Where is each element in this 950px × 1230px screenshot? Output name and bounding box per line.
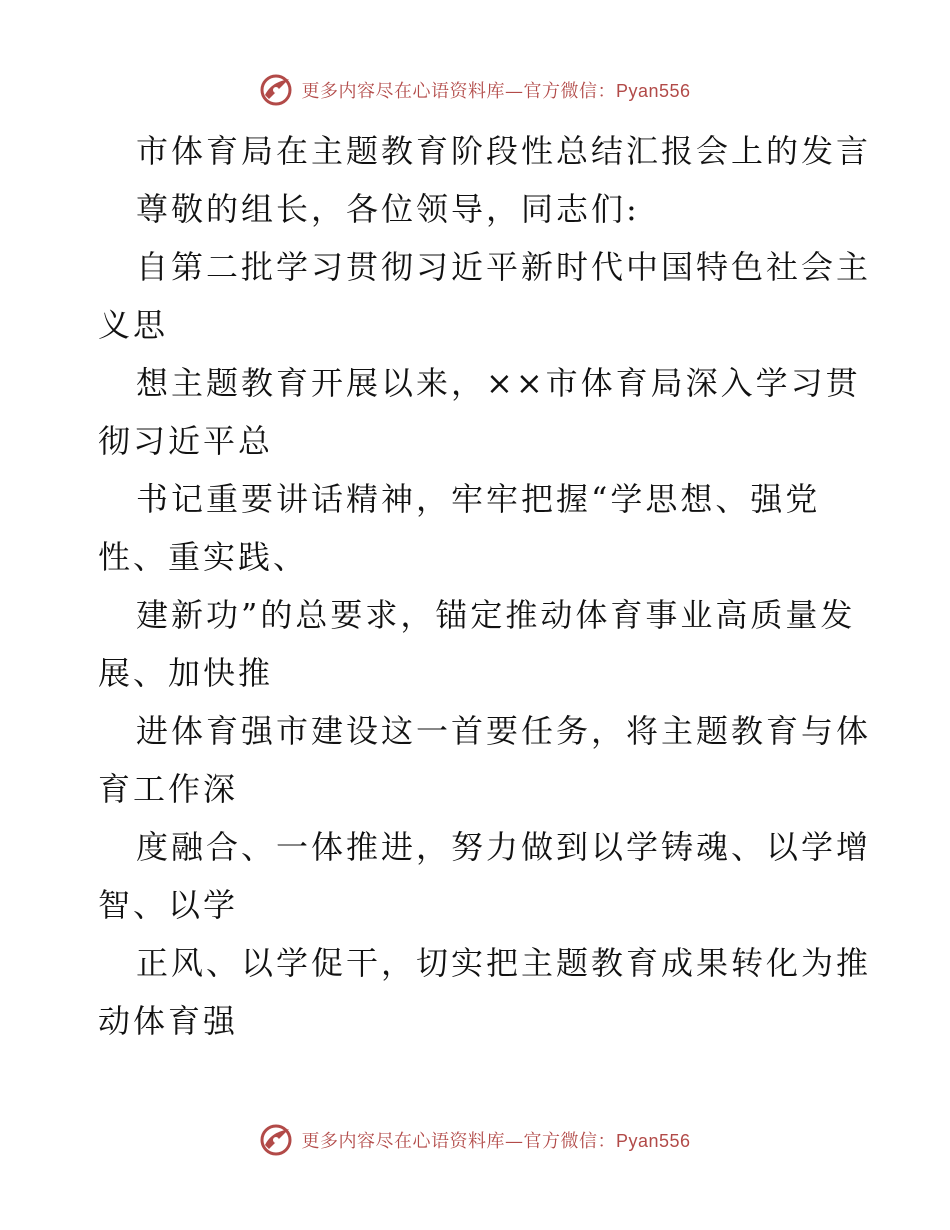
paragraph-line: 书记重要讲话精神，牢牢把握“学思想、强党 [136, 480, 821, 518]
paragraph-line: 性、重实践、 [98, 538, 309, 576]
paragraph-line: 育工作深 [98, 770, 239, 808]
footer-dash: — [504, 1131, 524, 1152]
footer-brand-text: 更多内容尽在心语资料库 [301, 1131, 505, 1152]
footer-banner-text [301, 1127, 690, 1153]
header-wechat-text: 官方微信：Pyan556 [523, 81, 691, 101]
footer-wechat-text: 官方微信：Pyan556 [523, 1131, 691, 1151]
header-watermark-banner [0, 70, 950, 110]
paragraph-line: 智、以学 [98, 886, 239, 924]
header-banner-text [301, 77, 690, 103]
header-dash: — [504, 81, 524, 102]
footer-watermark-banner [0, 1120, 950, 1160]
paragraph-line: 展、加快推 [98, 654, 274, 692]
paragraph-line: 度融合、一体推进，努力做到以学铸魂、以学增 [136, 828, 872, 866]
paragraph-line: 建新功”的总要求，锚定推动体育事业高质量发 [136, 596, 856, 634]
paragraph-line: 进体育强市建设这一首要任务，将主题教育与体 [136, 712, 872, 750]
paragraph-line: 动体育强 [98, 1002, 239, 1040]
header-brand-text: 更多内容尽在心语资料库 [301, 81, 505, 102]
paragraph-line: 自第二批学习贯彻习近平新时代中国特色社会主 [136, 248, 872, 286]
document-body [98, 122, 872, 1050]
brand-logo-icon [259, 73, 293, 107]
paragraph-line: 想主题教育开展以来，××市体育局深入学习贯 [136, 364, 861, 402]
paragraph-line: 义思 [98, 306, 169, 344]
brand-logo-icon [259, 1123, 293, 1157]
paragraph-line: 彻习近平总 [98, 422, 274, 460]
salutation: 尊敬的组长，各位领导，同志们: [136, 190, 640, 228]
paragraph-line: 正风、以学促干，切实把主题教育成果转化为推 [136, 944, 872, 982]
document-title: 市体育局在主题教育阶段性总结汇报会上的发言 [136, 132, 872, 170]
